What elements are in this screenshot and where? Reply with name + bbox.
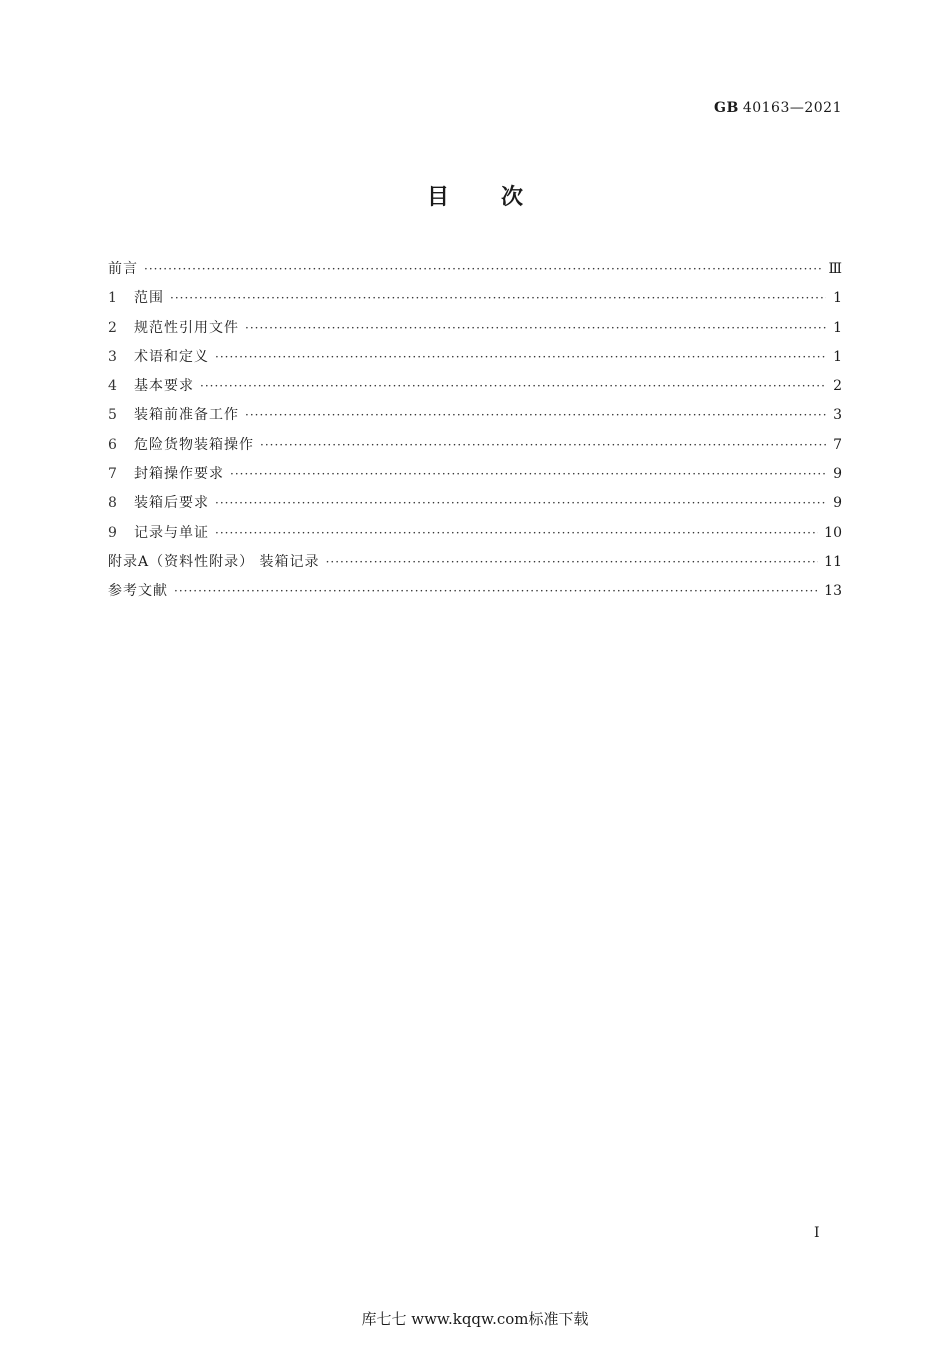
toc-entry-appendix-a[interactable] [108,551,842,580]
toc-entry-page: 9 [833,466,842,483]
toc-title: 目次 [426,185,575,210]
toc-entry-page: 13 [824,583,842,600]
toc-entry-label: 封箱操作要求 [134,466,224,483]
toc-leader-dots [170,291,826,305]
toc-entry-label: 规范性引用文件 [134,319,239,336]
toc-entry-8[interactable] [108,492,842,521]
table-of-contents [108,258,842,610]
standard-prefix: GB [714,100,739,116]
toc-entry-7[interactable] [108,463,842,492]
toc-leader-dots [144,262,822,276]
toc-leader-dots [174,584,818,598]
toc-entry-page: 1 [833,319,842,336]
footer-watermark: 库七七 www.kqqw.com标准下载 [361,1310,589,1328]
toc-entry-foreword[interactable] [108,258,842,287]
toc-entry-label: 附录A（资料性附录） 装箱记录 [108,553,320,570]
toc-entry-label: 基本要求 [134,378,194,395]
toc-entry-page: Ⅲ [828,261,842,277]
toc-entry-page: 2 [833,378,842,395]
toc-leader-dots [260,438,826,452]
toc-entry-page: 7 [833,436,842,453]
standard-code [714,100,842,116]
toc-entry-label: 参考文献 [108,583,168,600]
toc-entry-number: 2 [108,319,117,336]
toc-entry-number: 8 [108,495,117,512]
toc-entry-3[interactable] [108,346,842,375]
toc-leader-dots [326,555,819,569]
page-number: I [814,1225,820,1241]
toc-entry-label: 危险货物装箱操作 [134,436,254,453]
toc-entry-references[interactable] [108,580,842,609]
toc-entry-number: 5 [108,407,117,424]
toc-entry-label: 记录与单证 [134,524,209,541]
toc-entry-number: 3 [108,348,117,365]
toc-entry-label: 装箱后要求 [134,495,209,512]
toc-entry-4[interactable] [108,375,842,404]
toc-entry-2[interactable] [108,317,842,346]
toc-leader-dots [215,526,818,540]
toc-leader-dots [245,408,826,422]
toc-entry-1[interactable] [108,287,842,316]
toc-leader-dots [215,496,826,510]
toc-entry-5[interactable] [108,404,842,433]
toc-entry-number: 9 [108,524,117,541]
toc-entry-label: 装箱前准备工作 [134,407,239,424]
toc-entry-page: 10 [824,524,842,541]
toc-entry-page: 9 [833,495,842,512]
toc-entry-number: 1 [108,290,117,307]
toc-entry-6[interactable] [108,434,842,463]
toc-entry-9[interactable] [108,522,842,551]
toc-entry-label: 范围 [134,290,164,307]
toc-leader-dots [200,379,826,393]
standard-number: 40163—2021 [742,100,842,116]
toc-entry-number: 4 [108,378,117,395]
toc-leader-dots [215,350,826,364]
toc-entry-page: 1 [833,290,842,307]
toc-entry-page: 3 [833,407,842,424]
toc-entry-page: 1 [833,348,842,365]
toc-entry-number: 6 [108,436,117,453]
toc-entry-label: 术语和定义 [134,348,209,365]
toc-leader-dots [245,321,826,335]
toc-entry-label: 前言 [108,261,138,277]
toc-entry-number: 7 [108,466,117,483]
toc-leader-dots [230,467,826,481]
toc-entry-page: 11 [824,553,842,570]
